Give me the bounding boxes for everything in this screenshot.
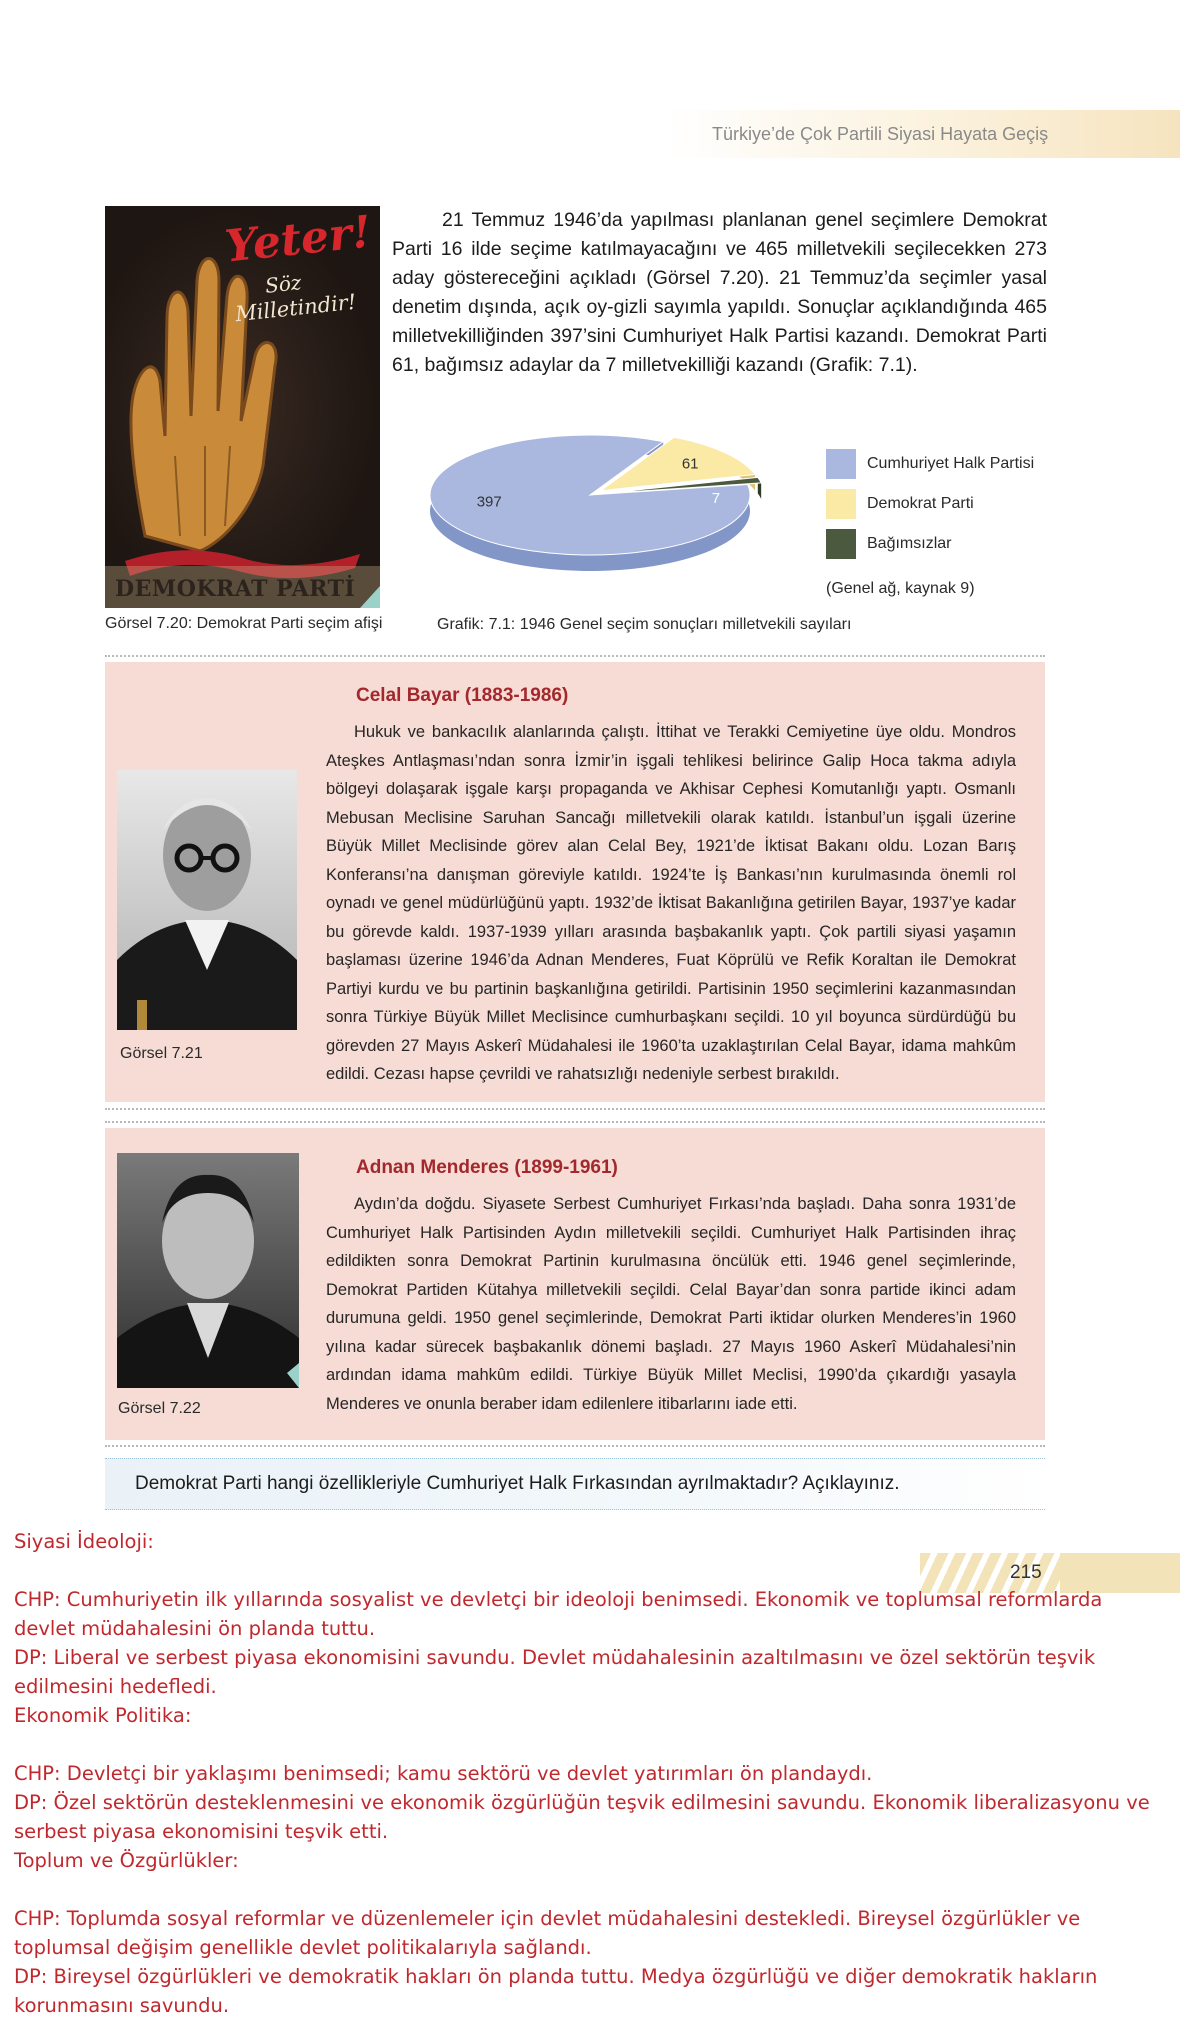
- annotation-chp-ideology: CHP: Cumhuriyetin ilk yıllarında sosyalist ve devletçi bir ideoloji benimsedi. Ekonomik ve toplumsal reformlarda devlet müdahalesini ön planda tuttu.: [14, 1588, 1103, 1640]
- annotation-chp-society: CHP: Toplumda sosyal reformlar ve düzenlemeler için devlet müdahalesini destekledi. Bireysel özgürlükler ve toplumsal değişim genellikle devlet politikalarıyla sağlandı.: [14, 1907, 1081, 1959]
- poster-caption: Görsel 7.20: Demokrat Parti seçim afişi: [105, 615, 383, 632]
- photo-celal-bayar: [117, 770, 297, 1030]
- annotation-heading-society: Toplum ve Özgürlükler:: [14, 1849, 239, 1872]
- question-text: Demokrat Parti hangi özellikleriyle Cumhuriyet Halk Fırkasından ayrılmaktadır? Açıklayınız.: [135, 1473, 900, 1494]
- annotation-dp-ideology: DP: Liberal ve serbest piyasa ekonomisini savundu. Devlet müdahalesinin azaltılmasını ve özel sektörün teşvik edilmesini hedefledi.: [14, 1646, 1096, 1698]
- photo-caption-menderes: Görsel 7.22: [118, 1400, 201, 1417]
- annotation-chp-economy: CHP: Devletçi bir yaklaşımı benimsedi; kamu sektörü ve devlet yatırımları ön plandaydı.: [14, 1762, 873, 1785]
- legend-swatch-dp: [826, 489, 856, 519]
- legend-label-independent: Bağımsızlar: [867, 535, 952, 552]
- bio-title-menderes: Adnan Menderes (1899-1961): [356, 1157, 618, 1178]
- bio-text-bayar: Hukuk ve bankacılık alanlarında çalıştı. İttihat ve Terakki Cemiyetine üye oldu. Mondros Ateşkes Antlaşması’ndan sonra İzmir’in işgali tehlikesi belirince Galip Hoca takma adıyla bölgeyi dolaşarak işgale karşı propaganda ve Akhisar Cephesi Komutanlığı yaptı. Osmanlı Mebusan Meclisine Saruhan Sancağı milletvekili olarak katıldı. İstanbul’un işgali üzerine Büyük Millet Meclisinde görev alan Celal Bey, 1921’de İktisat Bakanı oldu. Lozan Barış Konferansı’na danışman göreviyle katıldı. 1924’te İş Bankası’nın kurulmasında önemli rol oynadı ve genel müdürlüğünü yaptı. 1932’de İktisat Bakanlığına getirilen Bayar, 1937’ye kadar bu görevde kaldı. 1937-1939 yılları arasında başbakanlık yaptı. Çok partili siyasi yaşamın başlaması üzerine 1946’da Adnan Menderes, Fuat Köprülü ve Refik Koraltan ile Demokrat Partiyi kurdu ve bu partinin başkanlığına getirildi. Partisinin 1950 seçimlerini kazanmasından sonra Türkiye Büyük Millet Meclisince cumhurbaşkanı seçildi. 10 yıl boyunca sürdürdüğü bu görevden 27 Mayıs Askerî Müdahalesi ile 1960’ta uzaklaştırılan Celal Bayar, idama mahkûm edildi. Cezası hapse çevrildi ve rahatsızlığı nedeniyle serbest bırakıldı.: [326, 723, 1016, 1083]
- chart-caption: Grafik: 7.1: 1946 Genel seçim sonuçları milletvekili sayıları: [437, 616, 852, 633]
- bio-text-menderes: Aydın’da doğdu. Siyasete Serbest Cumhuriyet Fırkası’nda başladı. Daha sonra 1931’de Cumhuriyet Halk Partisinden Aydın milletvekili seçildi. Cumhuriyet Halk Partisinden ihraç edildikten sonra Demokrat Partinin kurulmasına öncülük etti. 1946 genel seçimlerinde, Demokrat Partiden Kütahya milletvekili seçildi. Celal Bayar’dan sonra partide ikinci adam durumuna geldi. 1950 genel seçimlerinde, Demokrat Parti iktidar olurken Menderes’in 1960 yılına kadar sürecek başbakanlık dönemi başladı. 27 Mayıs 1960 Askerî Müdahalesi’nin ardından idama mahkûm edildi. Türkiye Büyük Millet Meclisi, 1990’da çıkardığı yasayla Menderes ve onunla beraber idam edilenlere itibarlarını iade etti.: [326, 1195, 1016, 1413]
- divider: [105, 1121, 1045, 1123]
- annotation-dp-economy: DP: Özel sektörün desteklenmesini ve ekonomik özgürlüğün teşvik edilmesini savundu. Ekonomik liberalizasyonu ve serbest piyasa ekonomisini teşvik etti.: [14, 1791, 1150, 1843]
- legend-label-chp: Cumhuriyet Halk Partisi: [867, 455, 1035, 472]
- legend-item-dp: [826, 489, 974, 519]
- poster-subslogan-1: Söz: [263, 270, 303, 298]
- annotation-heading-economy: Ekonomik Politika:: [14, 1704, 192, 1727]
- legend-swatch-chp: [826, 449, 856, 479]
- poster-slogan: Yeter!: [222, 206, 374, 273]
- poster-subslogan-2: Milletindir!: [234, 289, 358, 327]
- poster-party-name: DEMOKRAT PARTİ: [115, 576, 356, 602]
- divider: [105, 1445, 1045, 1447]
- bio-title-bayar: Celal Bayar (1883-1986): [356, 685, 569, 706]
- pie-label-chp: 397: [476, 493, 502, 511]
- divider: [105, 1108, 1045, 1110]
- pie-label-dp: 61: [681, 455, 699, 473]
- legend-label-dp: Demokrat Parti: [867, 495, 974, 512]
- election-poster: [105, 206, 380, 608]
- intro-paragraph: 21 Temmuz 1946’da yapılması planlanan genel seçimlere Demokrat Parti 16 ilde seçime katılmayacağını ve 465 milletvekili seçilecekken 273 aday göstereceğini açıkladı (Görsel 7.20). 21 Temmuz’da seçimler yasal denetim dışında, açık oy-gizli sayımla yapıldı. Sonuçlar açıklandığında 465 milletvekilliğinden 397’sini Cumhuriyet Halk Partisi kazandı. Demokrat Parti 61, bağımsız adaylar da 7 milletvekilliği kazandı (Grafik: 7.1).: [392, 209, 1047, 376]
- annotation-dp-society: DP: Bireysel özgürlükleri ve demokratik hakları ön planda tuttu. Medya özgürlüğü ve diğer demokratik hakların korunmasını savundu.: [14, 1965, 1098, 2017]
- page-number: 215: [1010, 1562, 1042, 1583]
- photo-adnan-menderes: [117, 1153, 299, 1388]
- legend-swatch-independent: [826, 529, 856, 559]
- chart-source: (Genel ağ, kaynak 9): [826, 580, 975, 597]
- legend-item-chp: [826, 449, 1034, 479]
- annotation-heading-ideology: Siyasi İdeoloji:: [14, 1530, 154, 1553]
- pie-label-independent: 7: [711, 489, 721, 507]
- divider: [105, 655, 1045, 657]
- legend-item-independent: [826, 529, 951, 559]
- chapter-title: Türkiye’de Çok Partili Siyasi Hayata Geçiş: [712, 124, 1049, 144]
- photo-caption-bayar: Görsel 7.21: [120, 1045, 203, 1062]
- pie-chart: [420, 425, 800, 600]
